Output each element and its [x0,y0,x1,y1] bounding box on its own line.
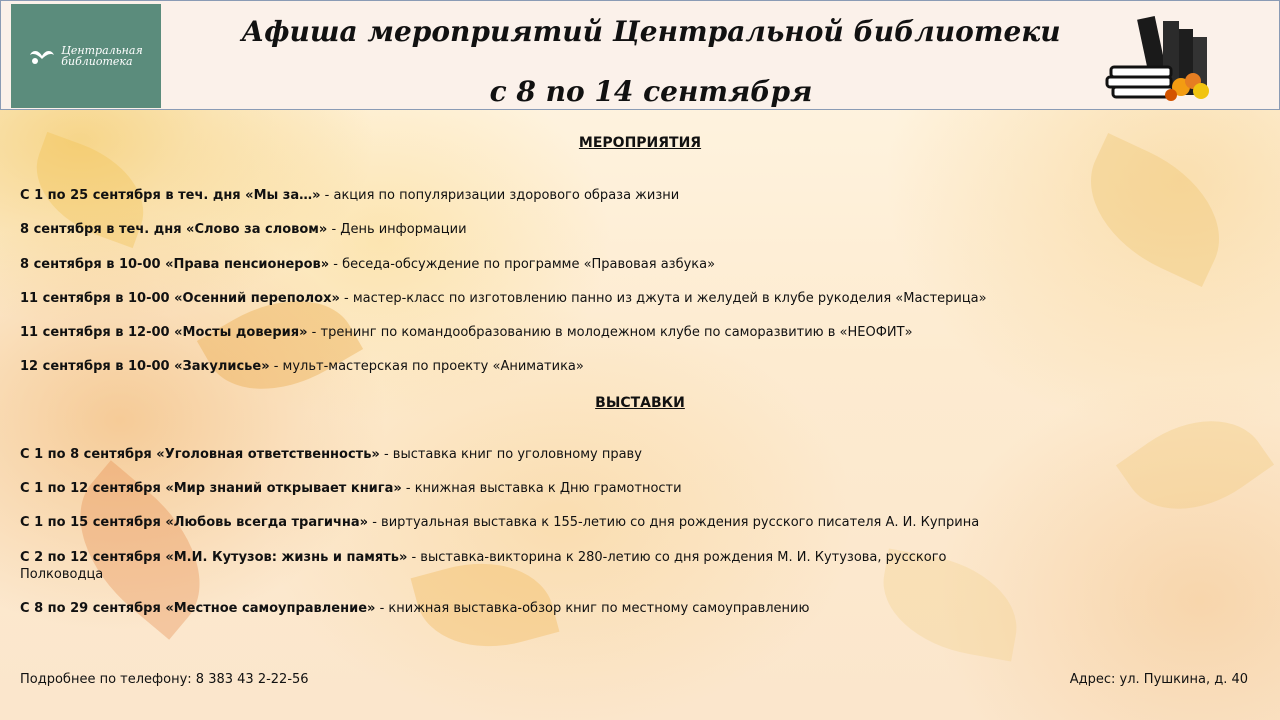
event-item [20,221,1020,238]
header-banner [0,0,1280,110]
event-description: - мульт-мастерская по проекту «Аниматика» [269,359,584,374]
exhibition-description: - выставка-викторина к 280-летию со дня рождения М. И. Кутузова, русского [407,550,947,565]
exhibition-item [20,480,1020,497]
footer-phone: Подробнее по телефону: 8 383 43 2-22-56 [20,672,309,687]
exhibition-date-title: С 1 по 12 сентября «Мир знаний открывает книга» [20,481,402,496]
page-title: Афиша мероприятий Центральной библиотеки [241,15,1061,48]
book-logo-icon [29,47,55,65]
event-description: - беседа-обсуждение по программе «Правовая азбука» [329,257,716,272]
event-date-title: 8 сентября в теч. дня «Слово за словом» [20,222,328,237]
exhibition-date-title: С 8 по 29 сентября «Местное самоуправление» [20,601,376,616]
event-description: - акция по популяризации здорового образа жизни [320,188,680,203]
event-description: - тренинг по командообразованию в молодежном клубе по саморазвитию в «НЕОФИТ» [307,325,913,340]
exhibition-item [20,600,1020,617]
event-date-title: С 1 по 25 сентября в теч. дня «Мы за…» [20,188,321,203]
logo-line-1: Центральная [61,44,143,57]
exhibition-date-title: С 1 по 15 сентября «Любовь всегда трагична» [20,515,369,530]
exhibition-description-continued: Полководца [20,567,104,582]
event-item [20,187,1020,204]
background-leaf [1066,133,1244,287]
exhibition-description: - виртуальная выставка к 155-летию со дня рождения русского писателя А. И. Куприна [368,515,980,530]
event-item [20,290,1020,307]
event-item [20,324,1020,341]
background-leaf [1116,391,1274,539]
event-description: - День информации [327,222,467,237]
event-description: - мастер-класс по изготовлению панно из джута и желудей в клубе рукоделия «Мастерица» [339,291,987,306]
event-date-title: 12 сентября в 10-00 «Закулисье» [20,359,270,374]
exhibition-date-title: С 1 по 8 сентября «Уголовная ответственность» [20,447,380,462]
events-heading: МЕРОПРИЯТИЯ [578,135,702,151]
exhibitions-heading: ВЫСТАВКИ [595,395,685,411]
logo-line-2: библиотека [61,55,133,68]
library-logo [11,4,161,108]
event-item [20,358,1020,375]
event-date-title: 11 сентября в 10-00 «Осенний переполох» [20,291,340,306]
exhibition-date-title: С 2 по 12 сентября «М.И. Кутузов: жизнь и память» [20,550,408,565]
exhibition-item [20,446,1020,463]
exhibition-item [20,514,1020,531]
logo-text [61,45,142,67]
event-date-title: 11 сентября в 12-00 «Мосты доверия» [20,325,308,340]
exhibition-description: - выставка книг по уголовному праву [379,447,642,462]
books-illustration-icon [1105,11,1221,103]
exhibition-item [20,549,1020,583]
event-date-title: 8 сентября в 10-00 «Права пенсионеров» [20,257,330,272]
event-item [20,256,1020,273]
footer-address: Адрес: ул. Пушкина, д. 40 [1069,672,1248,687]
page-subtitle-dates: с 8 по 14 сентября [489,75,813,108]
exhibition-description: - книжная выставка-обзор книг по местному самоуправлению [375,601,810,616]
exhibition-description: - книжная выставка к Дню грамотности [401,481,682,496]
